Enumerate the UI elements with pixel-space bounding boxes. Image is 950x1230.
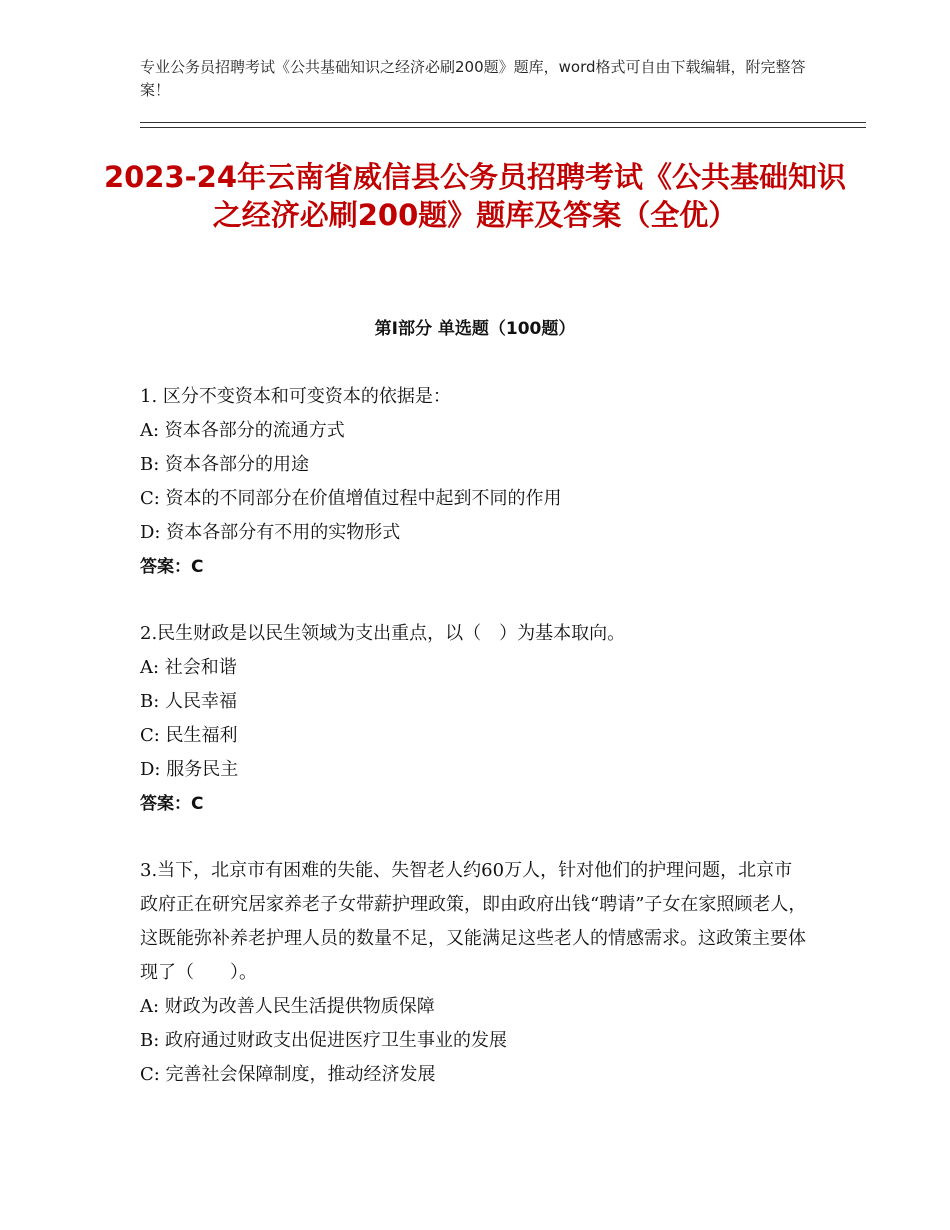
option-a: A: 社会和谐 (140, 657, 237, 678)
question-list (140, 380, 808, 1125)
option-b: B: 资本各部分的用途 (140, 454, 310, 475)
option-c: C: 民生福利 (140, 725, 238, 746)
option-b: B: 政府通过财政支出促进医疗卫生事业的发展 (140, 1030, 508, 1051)
option-d: D: 服务民主 (140, 759, 239, 780)
section-title: 第Ⅰ部分 单选题（100题） (374, 319, 576, 339)
option-a: A: 财政为改善人民生活提供物质保障 (140, 996, 435, 1017)
question-stem: 3.当下，北京市有困难的失能、失智老人约60万人，针对他们的护理问题，北京市政府正在研究居家养老子女带薪护理政策，即由政府出钱“聘请”子女在家照顾老人，这既能弥补养老护理人员的数量不足，又能满足这些老人的情感需求。这政策主要体现了（ ）。 (140, 860, 807, 983)
question-2 (140, 617, 808, 821)
answer: 答案：C (140, 557, 204, 577)
header-divider-bottom (140, 127, 866, 128)
question-3 (140, 854, 808, 1092)
answer: 答案：C (140, 794, 204, 814)
header-divider-top (140, 122, 866, 123)
question-1 (140, 380, 808, 584)
option-b: B: 人民幸福 (140, 691, 238, 712)
header-note: 专业公务员招聘考试《公共基础知识之经济必刷200题》题库，word格式可自由下载编辑，附完整答案！ (140, 58, 806, 99)
option-c: C: 资本的不同部分在价值增值过程中起到不同的作用 (140, 488, 562, 509)
option-a: A: 资本各部分的流通方式 (140, 420, 345, 441)
document-title: 2023-24年云南省威信县公务员招聘考试《公共基础知识之经济必刷200题》题库及答案（全优） (103, 160, 847, 232)
question-stem: 2.民生财政是以民生领域为支出重点，以（ ）为基本取向。 (140, 623, 626, 644)
question-stem: 1. 区分不变资本和可变资本的依据是： (140, 386, 451, 407)
option-c: C: 完善社会保障制度，推动经济发展 (140, 1064, 436, 1085)
option-d: D: 资本各部分有不用的实物形式 (140, 522, 401, 543)
